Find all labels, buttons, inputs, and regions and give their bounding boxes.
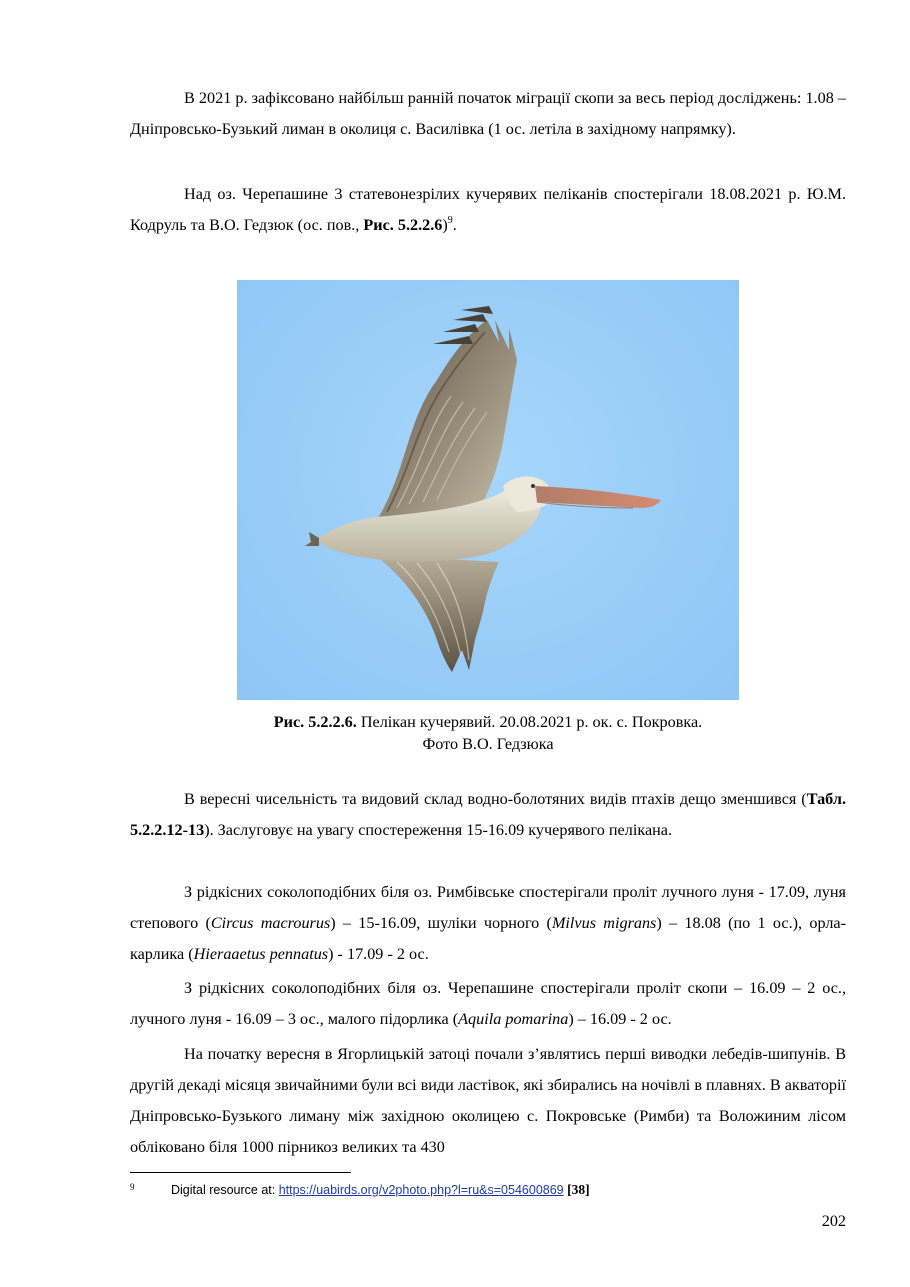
species-name: Circus macrourus [210, 914, 331, 932]
species-name: Aquila pomarina [458, 1010, 569, 1028]
paragraph-text: ) [442, 216, 448, 234]
footnote-reference: [38] [567, 1182, 590, 1197]
caption-figure-number: Рис. 5.2.2.6. [273, 713, 357, 731]
footnote-link[interactable]: https://uabirds.org/v2photo.php?l=ru&s=054600869 [278, 1183, 564, 1197]
paragraph-september [130, 784, 846, 846]
paragraph-text: ). Заслуговує на увагу спостереження 15-16.09 кучерявого пелікана. [204, 821, 673, 839]
paragraph-text: ) – 18.08 (по 1 ос.), орла-карлика ( [130, 914, 847, 963]
figure-reference[interactable]: Рис. 5.2.2.6 [363, 216, 443, 234]
footnote-text [171, 1182, 590, 1198]
paragraph-osprey-migration [130, 83, 846, 145]
paragraph-raptors-rymbivske [130, 877, 846, 970]
caption-line-2: Фото В.О. Гедзюка [422, 735, 554, 753]
footnote-prefix: Digital resource at: [171, 1183, 279, 1197]
table-reference[interactable]: Табл. 5.2.2.12-13 [130, 790, 846, 839]
caption-text: Пелікан кучерявий. 20.08.2021 р. ок. с. Покровка. [356, 713, 703, 731]
footnote-marker[interactable]: 9 [447, 215, 453, 226]
page-number: 202 [821, 1212, 846, 1230]
footnote-separator [130, 1172, 351, 1173]
species-name: Hieraaetus pennatus [193, 945, 329, 963]
paragraph-text: Над оз. Черепашине 3 статевонезрілих кучерявих пеліканів спостерігали 18.08.2021 р. Ю.М. Кодруль та В.О. Гедзюк (ос. пов., [130, 185, 846, 234]
caption-line-1 [130, 711, 846, 733]
paragraph-text: ) - 17.09 - 2 ос. [328, 945, 429, 963]
paragraph-text: В 2021 р. зафіксовано найбільш ранній початок міграції скопи за весь період досліджень: 1.08 – Дніпровсько-Бузький лиман в околиця с. Василівка (1 ос. летіла в західному напрямку). [130, 89, 846, 138]
paragraph-text: В вересні чисельність та видовий склад водно-болотяних видів птахів дещо зменшився ( [184, 790, 807, 808]
paragraph-pelicans [130, 179, 846, 241]
species-name: Milvus migrans [551, 914, 657, 932]
paragraph-text: На початку вересня в Ягорлицькій затоці почали з’являтись перші виводки лебедів-шипунів. В другій декаді місяця звичайними були всі види ластівок, які збирались на ночівлі в плавнях. В акваторії Дніпровсько-Бузького лиману між західною околицею с. Покровське (Римби) та Воложиним лісом обліковано біля 1000 пірникоз великих та 430 [130, 1045, 847, 1156]
pelican-photo [237, 280, 739, 700]
paragraph-text: З рідкісних соколоподібних біля оз. Римбівське спостерігали проліт лучного луня - 17.09, луня степового ( [130, 883, 846, 932]
paragraph-swans [130, 1039, 846, 1163]
figure-caption [130, 711, 846, 755]
paragraph-text: З рідкісних соколоподібних біля оз. Черепашине спостерігали проліт скопи – 16.09 – 2 ос., лучного луня - 16.09 – 3 ос., малого підорлика ( [130, 979, 846, 1028]
footnote-number: 9 [130, 1182, 135, 1192]
paragraph-text: ) – 16.09 - 2 ос. [568, 1010, 672, 1028]
paragraph-text: ) – 15-16.09, шуліки чорного ( [330, 914, 552, 932]
paragraph-raptors-cherepashyne [130, 973, 846, 1035]
paragraph-text: . [452, 216, 457, 234]
